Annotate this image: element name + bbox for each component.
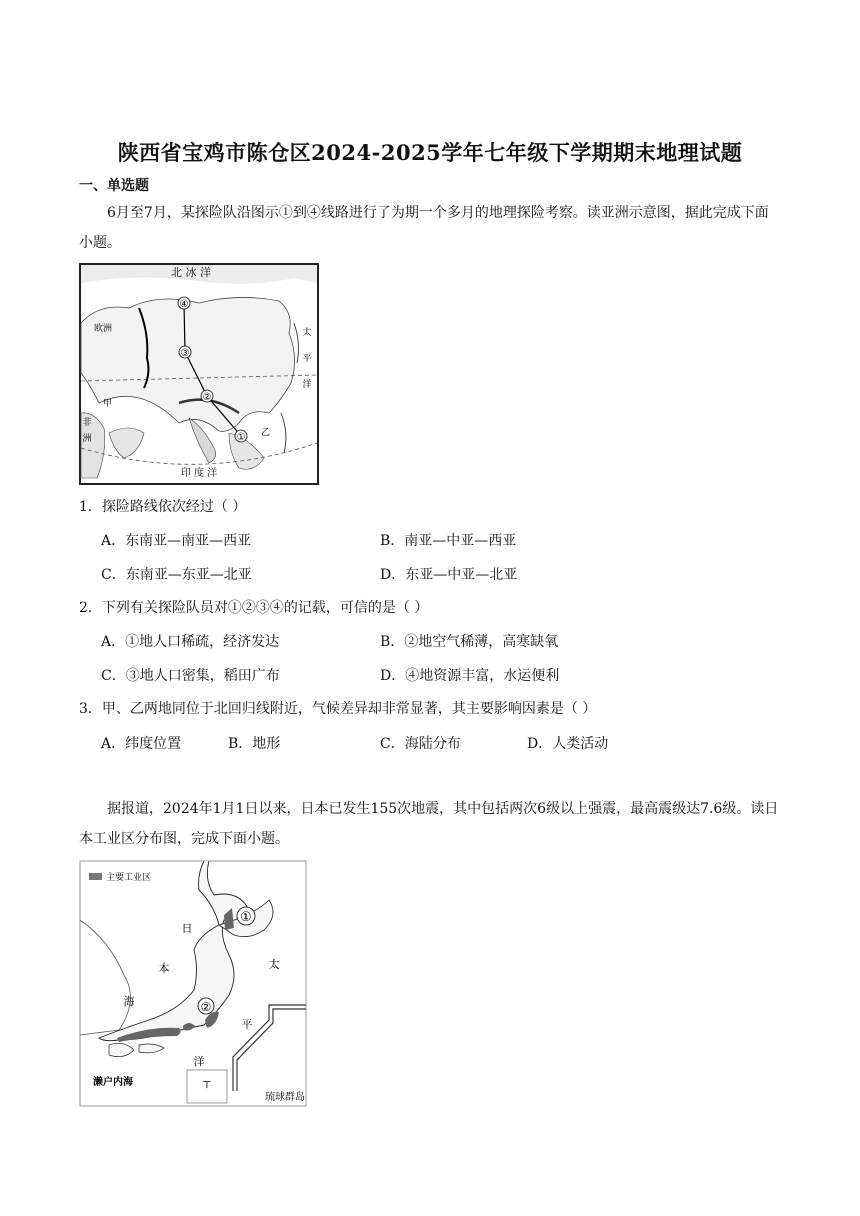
label-africa-1: 非 bbox=[82, 418, 92, 428]
label-sea-3: 海 bbox=[123, 995, 135, 1008]
q1-option-d[interactable]: D．东亚—中亚—北亚 bbox=[380, 567, 518, 583]
label-sea-1: 日 bbox=[181, 922, 193, 935]
q2-option-a[interactable]: A．①地人口稀疏，经济发达 bbox=[101, 634, 280, 650]
zone-marker-1: ① bbox=[240, 910, 252, 925]
question-2-stem: 2．下列有关探险队员对①②③④的记载，可信的是（ ） bbox=[79, 600, 429, 616]
label-indian-ocean: 印 度 洋 bbox=[180, 468, 218, 479]
page-title: 陕西省宝鸡市陈仓区2024-2025学年七年级下学期期末地理试题 bbox=[117, 140, 743, 165]
label-pacific-3: 洋 bbox=[302, 380, 312, 390]
route-point-1: ① bbox=[236, 432, 246, 443]
label-pacific-2: 平 bbox=[241, 1018, 253, 1031]
asia-map bbox=[79, 263, 319, 485]
q3-option-d[interactable]: D．人类活动 bbox=[527, 736, 609, 752]
label-pacific-3: 洋 bbox=[193, 1055, 205, 1068]
q1-option-b[interactable]: B．南亚—中亚—西亚 bbox=[380, 533, 517, 549]
route-point-2: ② bbox=[202, 392, 212, 403]
q2-option-d[interactable]: D．④地资源丰富，水运便利 bbox=[380, 668, 560, 684]
label-yi: 乙 bbox=[261, 428, 271, 438]
question-1-stem: 1．探险路线依次经过（ ） bbox=[79, 499, 247, 515]
south-sea-inset-icon: ⊤ bbox=[202, 1080, 212, 1091]
q3-option-b[interactable]: B．地形 bbox=[228, 736, 281, 752]
route-point-4: ④ bbox=[179, 299, 189, 310]
label-pacific-1: 太 bbox=[268, 958, 280, 971]
q2-option-c[interactable]: C．③地人口密集，稻田广布 bbox=[101, 668, 280, 684]
label-pacific-1: 太 bbox=[302, 328, 312, 338]
label-ryukyu: 琉球群岛 bbox=[265, 1092, 305, 1103]
q2-option-b[interactable]: B．②地空气稀薄，高寒缺氧 bbox=[380, 634, 559, 650]
label-arctic-ocean: 北 冰 洋 bbox=[171, 266, 211, 279]
route-point-3: ③ bbox=[180, 348, 190, 359]
intro-paragraph-2: 据报道，2024年1月1日以来，日本已发生155次地震，其中包括两次6级以上强震，最高震级达7.6级。读日本工业区分布图，完成下面小题。 bbox=[79, 801, 779, 847]
zone-marker-2: ② bbox=[200, 1000, 212, 1014]
q3-option-a[interactable]: A．纬度位置 bbox=[101, 736, 182, 752]
label-europe: 欧洲 bbox=[94, 324, 113, 334]
q3-option-c[interactable]: C．海陆分布 bbox=[380, 736, 461, 752]
label-pacific-2: 平 bbox=[302, 354, 312, 364]
q1-option-c[interactable]: C．东南亚—东亚—北亚 bbox=[101, 567, 252, 583]
label-africa-2: 洲 bbox=[82, 434, 92, 444]
label-seto-inland-sea: 濑户内海 bbox=[93, 1077, 133, 1088]
label-jia: 甲 bbox=[103, 399, 113, 409]
question-3-stem: 3．甲、乙两地同位于北回归线附近，气候差异却非常显著，其主要影响因素是（ ） bbox=[79, 701, 597, 717]
section-heading: 一、单选题 bbox=[79, 178, 149, 194]
legend-industrial-zones: 主要工业区 bbox=[106, 873, 152, 883]
label-sea-2: 本 bbox=[158, 962, 170, 975]
japan-map bbox=[79, 860, 307, 1107]
intro-paragraph-1: 6月至7月，某探险队沿图示①到④线路进行了为期一个多月的地理探险考察。读亚洲示意图，据此完成下面小题。 bbox=[79, 205, 769, 251]
q1-option-a[interactable]: A．东南亚—南亚—西亚 bbox=[101, 533, 252, 549]
